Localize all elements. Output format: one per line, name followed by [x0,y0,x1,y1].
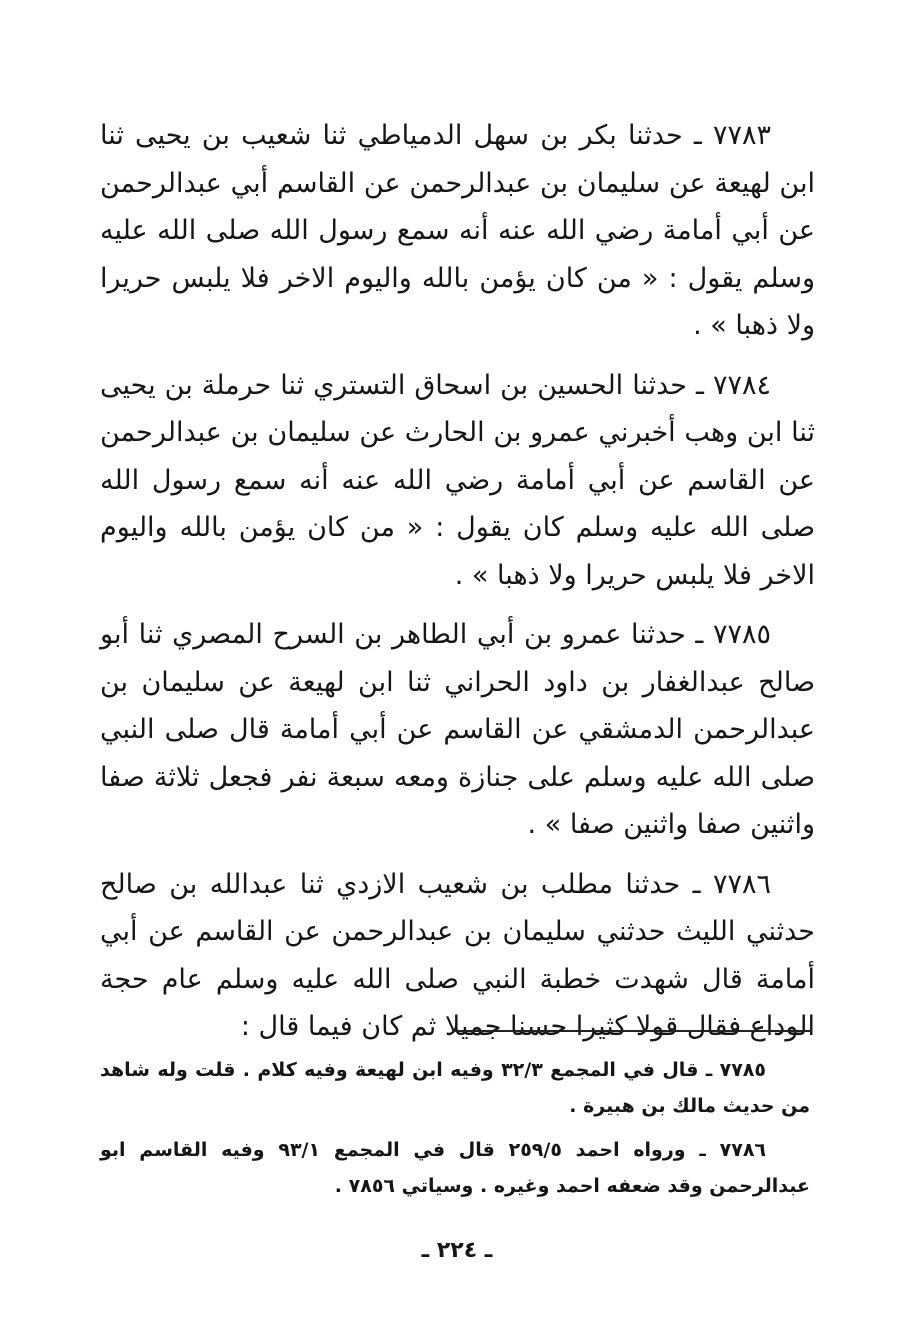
footnote-number: ٧٧٨٥ ـ [705,1059,766,1081]
main-text-block [100,112,815,1063]
footnote-separator [452,1030,812,1032]
hadith-7784 [100,362,815,600]
hadith-7786 [100,861,815,1051]
hadith-text: حدثنا مطلب بن شعيب الازدي ثنا عبدالله بن صالح حدثني الليث حدثني سليمان بن عبدالرحمن عن القاسم عن أبي أمامة قال شهدت خطبة النبي صلى الله عليه وسلم عام حجة الوداع فقال قولا كثيرا حسنا جميلا ثم كان فيما قال : [100,868,815,1042]
hadith-number: ٧٧٨٦ ـ [692,868,771,900]
page-number: ـ ٢٢٤ ـ [421,1238,493,1263]
hadith-number: ٧٧٨٣ ـ [693,120,771,151]
hadith-text: حدثنا عمرو بن أبي الطاهر بن السرح المصري ثنا أبو صالح عبدالغفار بن داود الحراني ثنا ابن لهيعة عن سليمان بن عبدالرحمن الدمشقي عن القاسم عن أبي أمامة قال صلى النبي صلى الله عليه وسلم على جنازة ومعه سبعة نفر فجعل ثلاثة صفا واثنين صفا واثنين صفا » . [100,619,815,840]
hadith-text: حدثنا بكر بن سهل الدمياطي ثنا شعيب بن يحيى ثنا ابن لهيعة عن سليمان بن عبدالرحمن عن القاسم أبي عبدالرحمن عن أبي أمامة رضي الله عنه أنه سمع رسول الله صلى الله عليه وسلم يقول : « من كان يؤمن بالله واليوم الاخر فلا يلبس حريرا ولا ذهبا » . [100,120,815,341]
hadith-number: ٧٧٨٥ ـ [695,619,771,650]
hadith-number: ٧٧٨٤ ـ [696,369,771,401]
footnote-number: ٧٧٨٦ ـ [699,1139,767,1161]
footnote-text: قال في المجمع ٣٢/٣ وفيه ابن لهيعة وفيه كلام . قلت وله شاهد من حديث مالك بن هبيرة . [100,1059,810,1117]
footnote-7786 [100,1132,810,1204]
hadith-7785 [100,611,815,849]
footnotes-block [100,1052,810,1212]
footnote-7785 [100,1052,810,1124]
footnote-text: ورواه احمد ٢٥٩/٥ قال في المجمع ٩٣/١ وفيه القاسم ابو عبدالرحمن وقد ضعفه احمد وغيره . وسياتي ٧٨٥٦ . [100,1139,810,1197]
hadith-text: حدثنا الحسين بن اسحاق التستري ثنا حرملة بن يحيى ثنا ابن وهب أخبرني عمرو بن الحارث عن سليمان بن عبدالرحمن عن القاسم عن أبي أمامة رضي الله عنه أنه سمع رسول الله صلى الله عليه وسلم كان يقول : « من كان يؤمن بالله واليوم الاخر فلا يلبس حريرا ولا ذهبا » . [100,369,815,591]
hadith-7783 [100,112,815,350]
